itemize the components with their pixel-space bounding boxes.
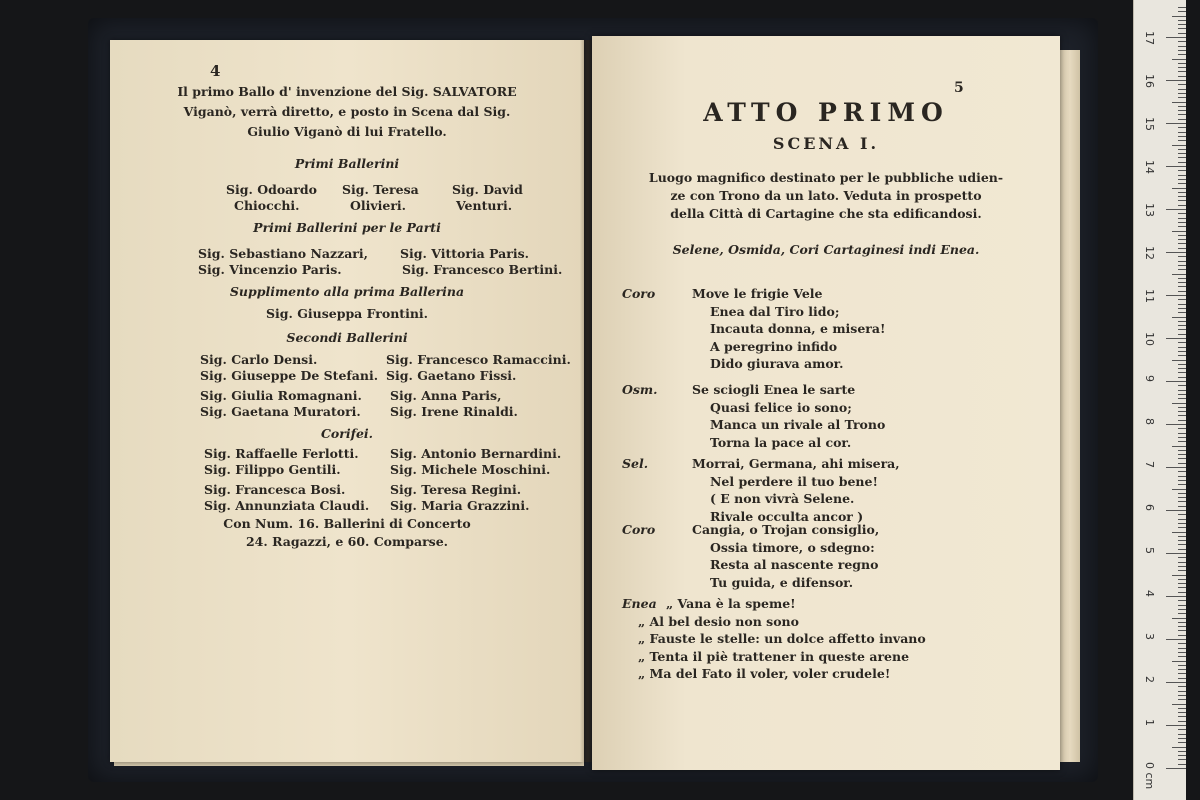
ruler-tick [1178, 755, 1186, 756]
ruler-tick [1178, 635, 1186, 636]
dancer-name: Sig. Odoardo [226, 182, 317, 197]
ruler-tick [1166, 37, 1186, 38]
ruler-tick [1178, 132, 1186, 133]
verse-line: Resta al nascente regno [710, 557, 879, 572]
ruler-tick [1166, 553, 1186, 554]
verse-line: Cangia, o Trojan consiglio, [692, 522, 880, 537]
speaker-label: Coro [622, 286, 656, 301]
page-number: 5 [954, 80, 964, 96]
ruler-tick [1178, 540, 1186, 541]
ruler-tick [1178, 351, 1186, 352]
dancer-name: Venturi. [456, 198, 513, 213]
ruler-tick [1172, 575, 1186, 576]
verse-line: Dido giurava amor. [710, 356, 844, 371]
ruler-tick [1178, 437, 1186, 438]
ruler-tick [1178, 562, 1186, 563]
ruler-tick [1178, 24, 1186, 25]
ruler-tick [1166, 252, 1186, 253]
speaker-label: Coro [622, 522, 656, 537]
ruler-label: 12 [1143, 246, 1156, 260]
ruler-tick [1178, 605, 1186, 606]
dancer-name: Sig. Francesca Bosi. [204, 482, 346, 497]
scene-title: SCENA I. [772, 134, 880, 153]
ruler-tick [1172, 489, 1186, 490]
ruler-tick [1178, 523, 1186, 524]
dancer-name: Sig. Sebastiano Nazzari, [198, 246, 368, 261]
ruler-tick [1178, 321, 1186, 322]
closing-line: Con Num. 16. Ballerini di Concerto [223, 516, 471, 531]
setting-line: Luogo magnifico destinato per le pubbliche udien- [648, 170, 1004, 185]
ruler-tick [1178, 415, 1186, 416]
ruler-tick [1178, 329, 1186, 330]
ruler-label: 9 [1143, 375, 1156, 382]
ruler-tick [1178, 179, 1186, 180]
ruler-tick [1178, 394, 1186, 395]
ruler-tick [1172, 360, 1186, 361]
ruler-tick [1178, 149, 1186, 150]
verse-line: Manca un rivale al Trono [710, 417, 886, 432]
ruler-tick [1178, 536, 1186, 537]
intro-line: Giulio Viganò di lui Fratello. [247, 124, 447, 139]
ruler-tick [1178, 67, 1186, 68]
dancer-name: Sig. Teresa [342, 182, 419, 197]
ruler-tick [1178, 587, 1186, 588]
ruler-label: 0 cm [1143, 762, 1156, 790]
dancer-name: Sig. Vittoria Paris. [400, 246, 530, 261]
ruler-tick [1178, 364, 1186, 365]
ruler-tick [1178, 471, 1186, 472]
ruler-tick [1178, 712, 1186, 713]
ruler-tick [1178, 433, 1186, 434]
ruler-tick [1178, 347, 1186, 348]
dancer-name: Sig. Anna Paris, [390, 388, 502, 403]
dancer-name: Chiocchi. [234, 198, 300, 213]
ruler-tick [1178, 570, 1186, 571]
ruler-tick [1178, 33, 1186, 34]
dancer-name: Sig. Vincenzio Paris. [198, 262, 342, 277]
section-heading: Corifei. [320, 426, 374, 441]
ruler-tick [1178, 691, 1186, 692]
verse-line: Move le frigie Vele [692, 286, 823, 301]
ruler-tick [1178, 114, 1186, 115]
ruler-tick [1166, 80, 1186, 81]
ruler-tick [1166, 596, 1186, 597]
ruler-label: 6 [1143, 504, 1156, 511]
speaker-label: Sel. [622, 456, 649, 471]
ruler-tick [1178, 368, 1186, 369]
ruler-tick [1178, 175, 1186, 176]
dancer-name: Sig. Giulia Romagnani. [200, 388, 362, 403]
ruler-tick [1178, 506, 1186, 507]
ruler-label: 1 [1143, 719, 1156, 726]
ruler-tick [1178, 372, 1186, 373]
ruler-tick [1178, 566, 1186, 567]
ruler-tick [1178, 136, 1186, 137]
ruler-tick [1178, 673, 1186, 674]
ruler-tick [1178, 76, 1186, 77]
ruler-tick [1178, 579, 1186, 580]
right-page [592, 36, 1060, 770]
ruler-tick [1178, 119, 1186, 120]
ruler-tick [1172, 446, 1186, 447]
ruler-tick [1178, 377, 1186, 378]
ruler-tick [1178, 11, 1186, 12]
ruler-tick [1178, 764, 1186, 765]
ruler-tick [1178, 613, 1186, 614]
ruler-tick [1178, 441, 1186, 442]
verse-line: Torna la pace al cor. [710, 434, 852, 450]
ruler-tick [1178, 411, 1186, 412]
ruler-label: 8 [1143, 418, 1156, 425]
ruler-tick [1178, 665, 1186, 666]
ruler-label: 17 [1143, 31, 1156, 45]
ruler-tick [1178, 265, 1186, 266]
ruler-label: 13 [1143, 203, 1156, 217]
dancer-name: Sig. David [452, 182, 523, 197]
dancer-name: Sig. Irene Rinaldi. [390, 404, 518, 419]
ruler-tick [1178, 476, 1186, 477]
ruler-tick [1178, 514, 1186, 515]
ruler-tick [1178, 609, 1186, 610]
dancer-name: Sig. Giuseppa Frontini. [265, 306, 429, 321]
ruler-tick [1178, 678, 1186, 679]
verse-line: „ Fauste le stelle: un dolce affetto invano [638, 631, 926, 646]
ruler-tick [1172, 704, 1186, 705]
ruler-tick [1178, 28, 1186, 29]
ruler-tick [1178, 269, 1186, 270]
verse-line: A peregrino infido [710, 338, 838, 354]
ruler-tick [1178, 527, 1186, 528]
page-number: 4 [210, 62, 221, 80]
speaker-label: Enea [622, 596, 657, 611]
ruler-tick [1178, 643, 1186, 644]
ruler-tick [1178, 71, 1186, 72]
verse-line: Incauta donna, e misera! [710, 321, 886, 336]
ruler-label: 16 [1143, 74, 1156, 88]
ruler-tick [1178, 282, 1186, 283]
ruler-tick [1178, 355, 1186, 356]
ruler-label: 7 [1143, 461, 1156, 468]
ruler-tick [1166, 424, 1186, 425]
ruler-tick [1178, 261, 1186, 262]
ruler-tick [1178, 648, 1186, 649]
ruler-tick [1178, 385, 1186, 386]
ruler-tick [1178, 742, 1186, 743]
ruler-tick [1178, 519, 1186, 520]
verse-line: Ossia timore, o sdegno: [710, 539, 875, 555]
left-page [110, 40, 584, 762]
verse-line: Quasi felice io sono; [710, 399, 852, 415]
verse-line: „ Vana è la speme! [666, 596, 796, 611]
ruler-tick [1166, 510, 1186, 511]
ruler-tick [1178, 463, 1186, 464]
ruler-tick [1178, 630, 1186, 631]
closing-line: 24. Ragazzi, e 60. Comparse. [245, 534, 449, 549]
ruler-tick [1178, 127, 1186, 128]
verse-line: „ Al bel desio non sono [638, 613, 799, 629]
ruler-tick [1178, 592, 1186, 593]
ruler-label: 3 [1143, 633, 1156, 640]
ruler-tick [1178, 751, 1186, 752]
ruler-tick [1178, 299, 1186, 300]
verse-line: „ Ma del Fato il voler, voler crudele! [638, 666, 891, 681]
setting-line: ze con Trono da un lato. Veduta in prospetto [670, 188, 982, 203]
ruler-tick [1172, 145, 1186, 146]
speaker-label: Osm. [622, 382, 658, 397]
ruler-tick [1178, 729, 1186, 730]
ruler-tick [1178, 248, 1186, 249]
ruler-tick [1178, 583, 1186, 584]
ruler-tick [1178, 334, 1186, 335]
ruler-tick [1178, 716, 1186, 717]
section-heading: Primi Ballerini per le Parti [253, 220, 441, 235]
dancer-name: Sig. Carlo Densi. [200, 352, 318, 367]
ruler-tick [1178, 544, 1186, 545]
ruler-tick [1178, 278, 1186, 279]
ruler-tick [1166, 768, 1186, 769]
ruler-tick [1178, 622, 1186, 623]
dancer-name: Sig. Gaetano Fissi. [386, 368, 517, 383]
ruler-tick [1178, 218, 1186, 219]
ruler-tick [1178, 497, 1186, 498]
ruler-tick [1178, 454, 1186, 455]
ruler-tick [1178, 20, 1186, 21]
dancer-name: Sig. Giuseppe De Stefani. [200, 368, 379, 383]
ruler-tick [1178, 458, 1186, 459]
page-stack-edge [1060, 50, 1080, 762]
intro-line: Il primo Ballo d' invenzione del Sig. SALVATORE [177, 84, 517, 99]
intro-line: Viganò, verrà diretto, e posto in Scena dal Sig. [183, 104, 511, 119]
ruler-tick [1178, 312, 1186, 313]
ruler-tick [1178, 153, 1186, 154]
verse-line: „ Tenta il piè trattener in queste arene [638, 648, 910, 664]
dancer-name: Sig. Michele Moschini. [390, 462, 551, 477]
ruler-tick [1178, 557, 1186, 558]
ruler-tick [1178, 286, 1186, 287]
ruler-tick [1166, 639, 1186, 640]
ruler-tick [1178, 600, 1186, 601]
ruler-tick [1178, 420, 1186, 421]
ruler-tick [1172, 317, 1186, 318]
ruler-tick [1178, 162, 1186, 163]
ruler-tick [1178, 390, 1186, 391]
ruler-tick [1178, 695, 1186, 696]
dancer-name: Sig. Francesco Ramaccini. [386, 352, 571, 367]
ruler-tick [1178, 97, 1186, 98]
verse-line: Se sciogli Enea le sarte [692, 382, 856, 397]
ruler-tick [1172, 532, 1186, 533]
dancer-name: Sig. Teresa Regini. [390, 482, 522, 497]
ruler-tick [1166, 295, 1186, 296]
ruler-tick [1178, 398, 1186, 399]
dancer-name: Sig. Annunziata Claudi. [204, 498, 370, 513]
ruler-tick [1178, 759, 1186, 760]
ruler-tick [1178, 200, 1186, 201]
ruler-tick [1166, 725, 1186, 726]
ruler-tick [1178, 213, 1186, 214]
ruler-tick [1178, 226, 1186, 227]
ruler-tick [1178, 428, 1186, 429]
ruler-tick [1166, 338, 1186, 339]
ruler-tick [1178, 669, 1186, 670]
dancer-name: Olivieri. [350, 198, 407, 213]
ruler-tick [1178, 89, 1186, 90]
ruler-tick [1178, 140, 1186, 141]
verse-line: Tu guida, e difensor. [710, 574, 854, 590]
ruler-tick [1178, 708, 1186, 709]
verse-line: Rivale occulta ancor ) [710, 508, 864, 524]
ruler-tick [1178, 110, 1186, 111]
ruler-tick [1172, 59, 1186, 60]
ruler-tick [1178, 93, 1186, 94]
ruler-tick [1172, 747, 1186, 748]
ruler-tick [1172, 231, 1186, 232]
ruler-tick [1178, 342, 1186, 343]
ruler-label: 4 [1143, 590, 1156, 597]
section-heading: Primi Ballerini [294, 156, 400, 171]
ruler-tick [1172, 188, 1186, 189]
dancer-name: Sig. Francesco Bertini. [402, 262, 563, 277]
ruler-tick [1178, 721, 1186, 722]
ruler-tick [1178, 235, 1186, 236]
ruler-tick [1178, 407, 1186, 408]
ruler-tick [1166, 166, 1186, 167]
ruler-tick [1166, 381, 1186, 382]
ruler-tick [1178, 50, 1186, 51]
ruler-label: 11 [1143, 289, 1156, 303]
ruler-tick [1178, 686, 1186, 687]
ruler-tick [1172, 661, 1186, 662]
ruler-tick [1166, 467, 1186, 468]
section-heading: Supplimento alla prima Ballerina [229, 284, 465, 299]
ruler-tick [1178, 308, 1186, 309]
ruler-tick [1178, 699, 1186, 700]
ruler-tick [1178, 84, 1186, 85]
ruler-tick [1172, 618, 1186, 619]
ruler-tick [1172, 102, 1186, 103]
ruler-tick [1178, 46, 1186, 47]
ruler-tick [1172, 403, 1186, 404]
ruler-tick [1178, 239, 1186, 240]
ruler-tick [1178, 501, 1186, 502]
ruler-label: 2 [1143, 676, 1156, 683]
ruler-tick [1178, 738, 1186, 739]
dancer-name: Sig. Maria Grazzini. [390, 498, 530, 513]
ruler-tick [1178, 63, 1186, 64]
ruler-tick [1178, 243, 1186, 244]
ruler-tick [1166, 682, 1186, 683]
ruler-label: 15 [1143, 117, 1156, 131]
verse-line: Morrai, Germana, ahi misera, [692, 456, 900, 471]
ruler-tick [1178, 54, 1186, 55]
ruler-tick [1178, 450, 1186, 451]
verse-line: Nel perdere il tuo bene! [710, 473, 878, 489]
ruler-tick [1178, 192, 1186, 193]
ruler-tick [1178, 480, 1186, 481]
ruler-tick [1178, 196, 1186, 197]
ruler-tick [1166, 209, 1186, 210]
ruler-label: 14 [1143, 160, 1156, 174]
ruler-tick [1166, 123, 1186, 124]
ruler-tick [1178, 205, 1186, 206]
ruler-tick [1178, 106, 1186, 107]
ruler-label: 5 [1143, 547, 1156, 554]
section-heading: Secondi Ballerini [286, 330, 408, 345]
ruler-tick [1172, 274, 1186, 275]
ruler-tick [1178, 325, 1186, 326]
ruler-tick [1178, 157, 1186, 158]
ruler-tick [1178, 7, 1186, 8]
setting-line: della Città di Cartagine che sta edificandosi. [670, 206, 982, 221]
ruler-tick [1178, 734, 1186, 735]
ruler-tick [1178, 656, 1186, 657]
verse-line: ( E non vivrà Selene. [710, 491, 855, 506]
ruler-tick [1178, 256, 1186, 257]
dancer-name: Sig. Raffaelle Ferlotti. [204, 446, 359, 461]
ruler-tick [1178, 493, 1186, 494]
ruler-tick [1178, 170, 1186, 171]
dancer-name: Sig. Gaetana Muratori. [200, 404, 361, 419]
act-title: ATTO PRIMO [703, 98, 949, 127]
ruler-tick [1178, 183, 1186, 184]
ruler-tick [1172, 16, 1186, 17]
ruler-tick [1178, 549, 1186, 550]
dancer-name: Sig. Filippo Gentili. [204, 462, 341, 477]
characters-line: Selene, Osmida, Cori Cartaginesi indi Enea. [672, 242, 980, 257]
ruler-tick [1178, 291, 1186, 292]
dancer-name: Sig. Antonio Bernardini. [390, 446, 562, 461]
ruler-tick [1178, 652, 1186, 653]
verse-line: Enea dal Tiro lido; [710, 303, 840, 319]
ruler-tick [1178, 41, 1186, 42]
ruler-tick [1178, 484, 1186, 485]
measurement-ruler [1133, 0, 1186, 800]
ruler-tick [1178, 222, 1186, 223]
bleed-through-ink [280, 580, 460, 700]
ruler-tick [1178, 626, 1186, 627]
ruler-tick [1178, 304, 1186, 305]
ruler-label: 10 [1143, 332, 1156, 346]
